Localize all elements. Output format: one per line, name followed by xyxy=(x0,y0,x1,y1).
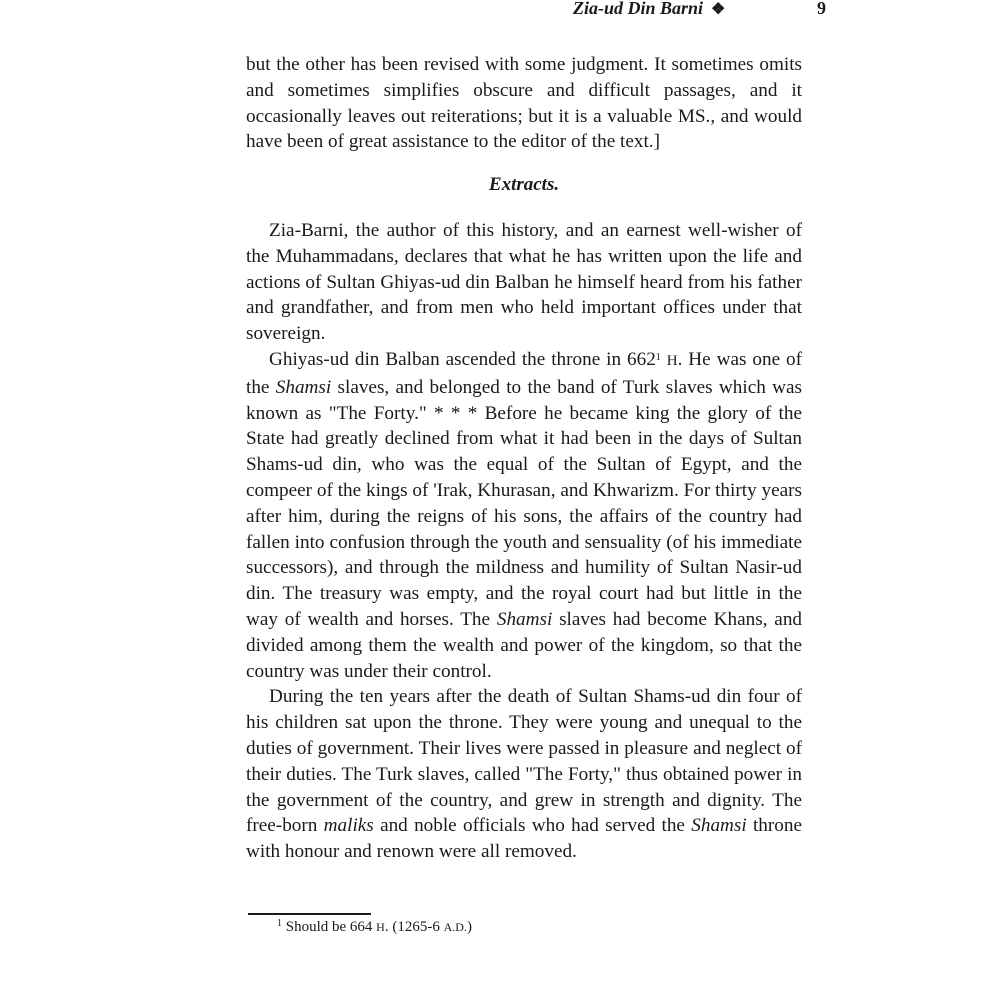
paragraph-continued: but the other has been revised with some judgment. It sometimes omits and sometimes simplifies obscure and difficult passages, and it occasionally leaves out reiterations; but it is a valuable MS., and would have been of great assistance to the editor of the text.] xyxy=(246,54,802,153)
italic-term: maliks xyxy=(323,815,374,837)
paragraph-ten-years xyxy=(246,684,802,865)
text-run: During the ten years after the death of Sultan Shams-ud din four of his children sat upon the throne. They were young and unequal to the duties of government. Their lives were passed in pleasure and neglect of their duties. The Turk slaves, called "The Forty," thus obtained power in the government of the country, and grew in strength and dignity. The free-born xyxy=(246,686,802,837)
text-run: slaves had become Khans, and divided among them the wealth and power of the kingdom, so that the country was under their control. xyxy=(246,608,803,682)
italic-term: Shamsi xyxy=(496,608,553,630)
paragraph-balban xyxy=(246,347,802,684)
text-run: . He was one of the xyxy=(246,348,802,398)
page-number: 9 xyxy=(817,0,826,18)
footnote xyxy=(277,919,472,936)
text-run: and noble officials who had served the xyxy=(373,815,692,837)
text-run: Should be 664 xyxy=(285,919,377,935)
era-abbrev: H xyxy=(376,920,385,934)
text-run: . (1265-6 xyxy=(384,919,444,935)
era-abbrev: H xyxy=(666,352,678,369)
text-run: ) xyxy=(466,919,472,935)
section-heading: Extracts. xyxy=(488,174,560,196)
text-run: throne with honour and renown were all removed. xyxy=(246,815,802,863)
paragraph-intro: Zia-Barni, the author of this history, and an earnest well-wisher of the Muhammadans, declares that what he has written upon the life and actions of Sultan Ghiyas-ud din Balban he himself heard from his father and grandfather, and from men who held important offices under that sovereign. xyxy=(246,219,802,345)
text-run: Ghiyas-ud din Balban ascended the throne in 662 xyxy=(269,348,656,370)
ornament-icon: ❖ xyxy=(711,1,726,18)
era-abbrev: A.D. xyxy=(443,920,467,934)
running-title: Zia-ud Din Barni xyxy=(573,0,704,18)
running-header xyxy=(573,0,826,19)
footnote-marker: 1 xyxy=(277,918,282,929)
text-run: slaves, and belonged to the band of Turk slaves which was known as "The Forty." * * * Before he became king the glory of the State had greatly declined from what it had been in the days of Sultan Shams-ud din, who was the equal of the Sultan of Egypt, and the compeer of the kings of 'Irak, Khurasan, and Khwarizm. For thirty years after him, during the reigns of his sons, the affairs of the country had fallen into confusion through the youth and sensuality (of his immediate successors), and through the mildness and humility of Sultan Nasir-ud din. The treasury was empty, and the royal court had but little in the way of wealth and horses. The xyxy=(246,376,802,630)
page-body xyxy=(246,52,802,865)
footnote-ref: 1 xyxy=(655,351,661,363)
italic-term: Shamsi xyxy=(691,815,747,837)
italic-term: Shamsi xyxy=(275,376,332,398)
footnote-rule xyxy=(248,913,371,915)
